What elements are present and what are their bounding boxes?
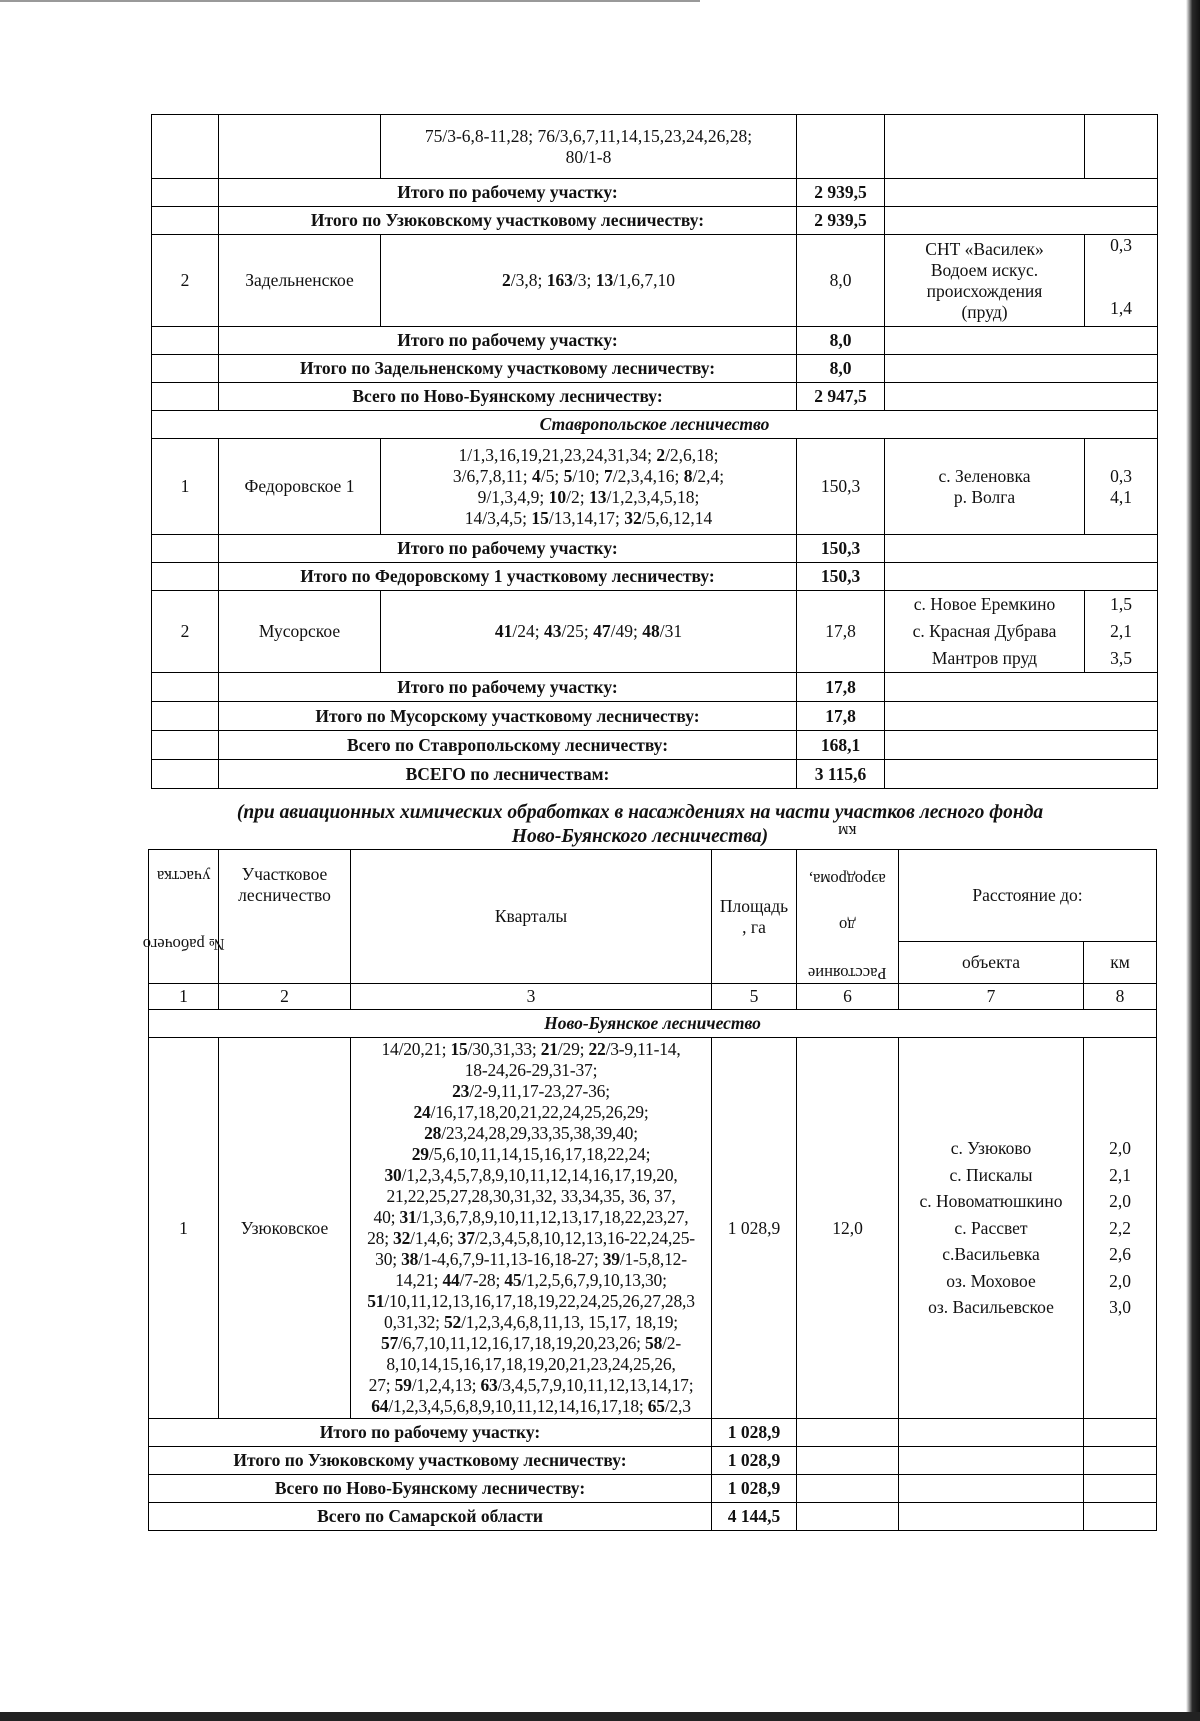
summary-area: 2 947,5	[797, 383, 885, 411]
quarter-number: 41	[494, 621, 513, 641]
quarter-number: 51	[367, 1291, 385, 1311]
col-number: 2	[219, 984, 351, 1010]
kv-line	[353, 1102, 709, 1123]
quarter-number: 37	[457, 1228, 475, 1248]
table-row	[152, 439, 1158, 535]
parcel-list: /23,24,28,29,33,35,38,39,40;	[441, 1123, 638, 1143]
summary-area: 150,3	[797, 535, 885, 563]
header-km: км	[1084, 942, 1157, 984]
quarter-number: 59	[394, 1375, 412, 1395]
quarter-number: 44	[442, 1270, 460, 1290]
object-name: с. Красная Дубрава	[912, 621, 1057, 641]
quarter-number: 38	[401, 1249, 419, 1269]
table-row	[152, 115, 1158, 179]
cell-uchastok: Федоровское 1	[219, 439, 381, 535]
quarter-number: 13	[595, 270, 614, 290]
cell-num: 2	[152, 591, 219, 673]
cell-kvartaly	[381, 591, 797, 673]
kv-line	[353, 1312, 709, 1333]
parcel-list: /2-	[662, 1333, 681, 1353]
quarter-number: 45	[504, 1270, 522, 1290]
summary-label: Всего по Самарской области	[149, 1503, 712, 1531]
parcel-list: /5;	[540, 465, 564, 486]
quarter-number: 39	[602, 1249, 620, 1269]
summary-area: 8,0	[797, 355, 885, 383]
quarter-number: 63	[480, 1375, 498, 1395]
kv-line	[384, 487, 793, 508]
parcel-list: /1,2,3,4,5,18;	[606, 486, 700, 507]
quarter-number: 15	[450, 1039, 468, 1059]
col-number: 7	[899, 984, 1084, 1010]
quarter-number: 23	[452, 1081, 470, 1101]
parcel-list: /16,17,18,20,21,22,24,25,26,29;	[430, 1102, 649, 1122]
caption-line: Ново-Буянского лесничества)	[511, 826, 769, 847]
header-distance: Расстояниедоаэродрома,км	[797, 850, 899, 984]
quarter-number: 7	[603, 465, 613, 486]
col-number: 6	[797, 984, 899, 1010]
cell-distance: 12,0	[797, 1038, 899, 1419]
section-title: Ставропольское лесничество	[152, 411, 1158, 439]
parcel-list: /2,3,4,16;	[612, 465, 684, 486]
cell-km	[1085, 591, 1158, 673]
summary-label: Итого по рабочему участку:	[219, 535, 797, 563]
scan-edge-right	[1186, 0, 1200, 1721]
summary-row	[152, 702, 1158, 731]
cell-num: 2	[152, 235, 219, 327]
kv-line	[353, 1081, 709, 1102]
kv-line	[353, 1291, 709, 1312]
cell-uchastok: Мусорское	[219, 591, 381, 673]
summary-area: 17,8	[797, 673, 885, 702]
table-row	[152, 591, 1158, 673]
km-value: 3,0	[1109, 1297, 1131, 1318]
kv-line	[353, 1207, 709, 1228]
quarter-number: 10	[548, 486, 567, 507]
summary-row	[149, 1447, 1157, 1475]
object-name: оз. Васильевское	[928, 1297, 1054, 1318]
km-value: 4,1	[1110, 486, 1132, 507]
summary-area: 2 939,5	[797, 179, 885, 207]
kv-line	[353, 1249, 709, 1270]
object-name: (пруд)	[961, 301, 1008, 322]
parcel-list: /24;	[512, 621, 544, 641]
parcel-list: 30;	[375, 1249, 402, 1269]
parcel-list: /2,3,4,5,8,10,12,13,16-22,24,25-	[474, 1228, 695, 1248]
section-row	[149, 1010, 1157, 1038]
summary-label: ВСЕГО по лесничествам:	[219, 760, 797, 789]
summary-area: 8,0	[797, 327, 885, 355]
km-value: 2,1	[1109, 1164, 1131, 1185]
km-value: 2,1	[1110, 621, 1132, 641]
cell-num	[152, 115, 219, 179]
kv-line	[353, 1354, 709, 1375]
quarter-number: 2	[656, 444, 666, 465]
cell-kvartaly	[351, 1038, 712, 1419]
header-uchastok: Участковое лесничество	[219, 850, 351, 984]
summary-area: 150,3	[797, 563, 885, 591]
summary-area: 17,8	[797, 702, 885, 731]
parcel-list: /25;	[561, 621, 594, 641]
quarter-number: 65	[647, 1396, 665, 1416]
summary-label: Итого по Мусорскому участковому лесничеству:	[219, 702, 797, 731]
quarter-number: 21	[540, 1039, 558, 1059]
header-object: объекта	[899, 942, 1084, 984]
summary-row	[152, 731, 1158, 760]
object-name: с.Васильевка	[942, 1244, 1040, 1265]
quarter-number: 2	[501, 270, 511, 290]
parcel-list: /5,6,12,14	[641, 507, 713, 528]
summary-label: Итого по рабочему участку:	[219, 179, 797, 207]
summary-area: 3 115,6	[797, 760, 885, 789]
header-row	[149, 850, 1157, 942]
quarter-number: 57	[381, 1333, 399, 1353]
km-value: 1,4	[1110, 298, 1132, 318]
quarter-number: 24	[413, 1102, 431, 1122]
kv-line	[384, 508, 793, 529]
kv-line	[353, 1165, 709, 1186]
object-name: с. Пискалы	[949, 1164, 1033, 1185]
parcel-list: /3;	[572, 270, 596, 290]
quarter-number: 47	[593, 621, 611, 641]
summary-label: Итого по рабочему участку:	[219, 673, 797, 702]
parcel-list: /2;	[566, 486, 589, 507]
summary-area: 1 028,9	[712, 1419, 797, 1447]
object-name: с. Новое Еремкино	[913, 594, 1056, 614]
km-value: 0,3	[1110, 465, 1132, 486]
parcel-list: 14,21;	[395, 1270, 443, 1290]
summary-area: 1 028,9	[712, 1447, 797, 1475]
km-value: 2,0	[1109, 1270, 1131, 1291]
parcel-list: /29;	[557, 1039, 589, 1059]
table-caption	[145, 801, 1135, 849]
cell-object	[885, 439, 1085, 535]
km-value: 2,6	[1109, 1244, 1131, 1265]
parcel-list: 3/6,7,8,11;	[452, 465, 532, 486]
col-number: 1	[149, 984, 219, 1010]
km-value: 0,3	[1110, 235, 1132, 255]
parcel-list: 28;	[367, 1228, 394, 1248]
kv-line	[353, 1123, 709, 1144]
parcel-list: 0,31,32;	[384, 1312, 444, 1332]
summary-row	[152, 207, 1158, 235]
quarter-number: 43	[544, 621, 562, 641]
km-value: 2,0	[1109, 1138, 1131, 1159]
summary-label: Итого по Задельненскому участковому лесничеству:	[219, 355, 797, 383]
quarter-number: 64	[371, 1396, 389, 1416]
header-rasstoyanie: Расстояние до:	[899, 850, 1157, 942]
cell-km	[1085, 439, 1158, 535]
object-name: с. Зеленовка	[938, 465, 1031, 486]
cell-kvartaly	[381, 439, 797, 535]
kv-line	[384, 445, 793, 466]
object-name: с. Узюково	[950, 1138, 1032, 1159]
cell-uchastok	[219, 115, 381, 179]
parcel-list: /13,14,17;	[548, 507, 625, 528]
summary-label: Итого по рабочему участку:	[149, 1419, 712, 1447]
parcel-list: /1,6,7,10	[613, 270, 676, 290]
quarter-number: 52	[443, 1312, 462, 1332]
col-number: 8	[1084, 984, 1157, 1010]
object-name: с. Рассвет	[954, 1217, 1028, 1238]
summary-row	[152, 383, 1158, 411]
quarter-number: 22	[588, 1039, 606, 1059]
cell-object	[885, 115, 1085, 179]
summary-area: 1 028,9	[712, 1475, 797, 1503]
col-number: 3	[351, 984, 712, 1010]
parcel-list: /1,2,3,4,5,6,8,9,10,11,12,14,16,17,18;	[388, 1396, 648, 1416]
kv-line	[353, 1060, 709, 1081]
cell-object	[885, 235, 1085, 327]
parcel-list: /3,4,5,7,9,10,11,12,13,14,17;	[497, 1375, 694, 1395]
summary-row	[149, 1503, 1157, 1531]
parcel-list: 27;	[368, 1375, 395, 1395]
object-name: происхождения	[926, 280, 1043, 301]
kv-line	[353, 1270, 709, 1291]
cell-km	[1084, 1038, 1157, 1419]
section-title: Ново-Буянское лесничество	[149, 1010, 1157, 1038]
cell-num: 1	[149, 1038, 219, 1419]
table-upper	[151, 114, 1158, 789]
kv-line: 75/3-6,8-11,28; 76/3,6,7,11,14,15,23,24,26,28;	[424, 125, 753, 146]
quarter-number: 48	[642, 621, 660, 641]
summary-row	[149, 1475, 1157, 1503]
parcel-list: /1,3,6,7,8,9,10,11,12,13,17,18,22,23,27,	[416, 1207, 689, 1227]
summary-row	[152, 179, 1158, 207]
scan-edge-top	[0, 0, 700, 2]
summary-row	[152, 535, 1158, 563]
cell-object	[899, 1038, 1084, 1419]
parcel-list: /2,4;	[692, 465, 725, 486]
object-name: с. Новоматюшкино	[919, 1191, 1063, 1212]
object-name: р. Волга	[953, 486, 1016, 507]
parcel-list: /49;	[610, 621, 643, 641]
col-number: 5	[712, 984, 797, 1010]
caption-line: (при авиационных химических обработках в насаждениях на части участков лесного фонда	[236, 802, 1044, 823]
quarter-number: 31	[399, 1207, 417, 1227]
quarter-number: 58	[645, 1333, 663, 1353]
table-row	[149, 1038, 1157, 1419]
quarter-number: 30	[384, 1165, 402, 1185]
summary-row	[152, 355, 1158, 383]
scan-edge-bottom	[0, 1712, 1200, 1721]
parcel-list: 14/20,21;	[381, 1039, 451, 1059]
kv-line	[353, 1396, 709, 1417]
parcel-list: /30,31,33;	[467, 1039, 541, 1059]
kv-line	[353, 1186, 709, 1207]
table-row	[152, 235, 1158, 327]
parcel-list: /1-5,8,12-	[619, 1249, 687, 1269]
quarter-number: 15	[531, 507, 549, 528]
parcel-list: /5,6,10,11,14,15,16,17,18,22,24;	[428, 1144, 651, 1164]
summary-label: Всего по Ново-Буянскому лесничеству:	[219, 383, 797, 411]
summary-row	[152, 327, 1158, 355]
parcel-list: 9/1,3,4,9;	[477, 486, 549, 507]
cell-area: 150,3	[797, 439, 885, 535]
parcel-list: /2,6,18;	[665, 444, 719, 465]
km-value: 2,2	[1109, 1217, 1131, 1238]
header-area: Площадь , га	[712, 850, 797, 984]
cell-area: 8,0	[797, 235, 885, 327]
summary-row	[152, 563, 1158, 591]
cell-uchastok: Узюковское	[219, 1038, 351, 1419]
km-value: 3,5	[1110, 648, 1132, 668]
cell-km	[1085, 235, 1158, 327]
summary-label: Всего по Ставропольскому лесничеству:	[219, 731, 797, 760]
kv-line	[353, 1228, 709, 1249]
parcel-list: /1,2,4,13;	[411, 1375, 481, 1395]
kv-line	[384, 466, 793, 487]
cell-km	[1085, 115, 1158, 179]
parcel-list: /31	[659, 621, 683, 641]
parcel-list: 14/3,4,5;	[464, 507, 532, 528]
summary-row	[152, 673, 1158, 702]
parcel-list: /6,7,10,11,12,16,17,18,19,20,23,26;	[398, 1333, 646, 1353]
header-num: № рабочегоучастка	[149, 850, 219, 984]
summary-row	[152, 760, 1158, 789]
cell-area: 1 028,9	[712, 1038, 797, 1419]
summary-area: 4 144,5	[712, 1503, 797, 1531]
parcel-list: 40;	[373, 1207, 400, 1227]
summary-label: Всего по Ново-Буянскому лесничеству:	[149, 1475, 712, 1503]
parcel-list: /1,2,3,4,5,7,8,9,10,11,12,14,16,17,19,20,	[401, 1165, 678, 1185]
cell-kvartaly	[381, 235, 797, 327]
summary-row	[149, 1419, 1157, 1447]
quarter-number: 28	[424, 1123, 442, 1143]
parcel-list: /2-9,11,17-23,27-36;	[469, 1081, 610, 1101]
parcel-list: /1-4,6,7,9-11,13-16,18-27;	[418, 1249, 603, 1269]
parcel-list: /3-9,11-14,	[605, 1039, 681, 1059]
parcel-list: 18-24,26-29,31-37;	[464, 1060, 598, 1080]
parcel-list: /10;	[572, 465, 604, 486]
cell-uchastok: Задельненское	[219, 235, 381, 327]
quarter-number: 163	[546, 270, 573, 290]
object-name: Водоем искус.	[930, 259, 1039, 280]
summary-label: Итого по Узюковскому участковому лесничеству:	[149, 1447, 712, 1475]
parcel-list: 8,10,14,15,16,17,18,19,20,21,23,24,25,26,	[386, 1354, 676, 1374]
summary-label: Итого по Федоровскому 1 участковому лесничеству:	[219, 563, 797, 591]
cell-area	[797, 115, 885, 179]
parcel-list: /10,11,12,13,16,17,18,19,22,24,25,26,27,28,3	[384, 1291, 695, 1311]
km-value: 1,5	[1110, 594, 1132, 614]
kv-line: 80/1-8	[565, 146, 612, 167]
object-name: оз. Моховое	[946, 1270, 1036, 1291]
parcel-list: 1/1,3,16,19,21,23,24,31,34;	[458, 444, 657, 465]
summary-area: 168,1	[797, 731, 885, 760]
kv-line	[353, 1039, 709, 1060]
km-value: 2,0	[1109, 1191, 1131, 1212]
quarter-number: 5	[563, 465, 573, 486]
parcel-list: /1,2,3,4,6,8,11,13, 15,17, 18,19;	[461, 1312, 678, 1332]
quarter-number: 32	[393, 1228, 411, 1248]
quarter-number: 8	[683, 465, 693, 486]
column-numbers-row	[149, 984, 1157, 1010]
cell-area: 17,8	[797, 591, 885, 673]
quarter-number: 29	[411, 1144, 429, 1164]
kv-line	[353, 1375, 709, 1396]
parcel-list: /7-28;	[459, 1270, 505, 1290]
parcel-list: /1,2,5,6,7,9,10,13,30;	[521, 1270, 667, 1290]
kv-line	[353, 1144, 709, 1165]
header-kvartaly: Кварталы	[351, 850, 712, 984]
cell-kvartaly	[381, 115, 797, 179]
quarter-number: 4	[532, 465, 541, 486]
parcel-list: /3,8;	[510, 270, 547, 290]
object-name: СНТ «Василек»	[925, 238, 1044, 259]
parcel-list: 21,22,25,27,28,30,31,32, 33,34,35, 36, 37,	[386, 1186, 676, 1206]
cell-object	[885, 591, 1085, 673]
parcel-list: /1,4,6;	[410, 1228, 458, 1248]
kv-line	[353, 1333, 709, 1354]
summary-label: Итого по Узюковскому участковому лесничеству:	[219, 207, 797, 235]
summary-label: Итого по рабочему участку:	[219, 327, 797, 355]
section-row	[152, 411, 1158, 439]
object-name: Мантров пруд	[931, 648, 1038, 668]
cell-num: 1	[152, 439, 219, 535]
parcel-list: /2,3	[664, 1396, 691, 1416]
quarter-number: 32	[624, 507, 642, 528]
summary-area: 2 939,5	[797, 207, 885, 235]
quarter-number: 13	[588, 486, 607, 507]
